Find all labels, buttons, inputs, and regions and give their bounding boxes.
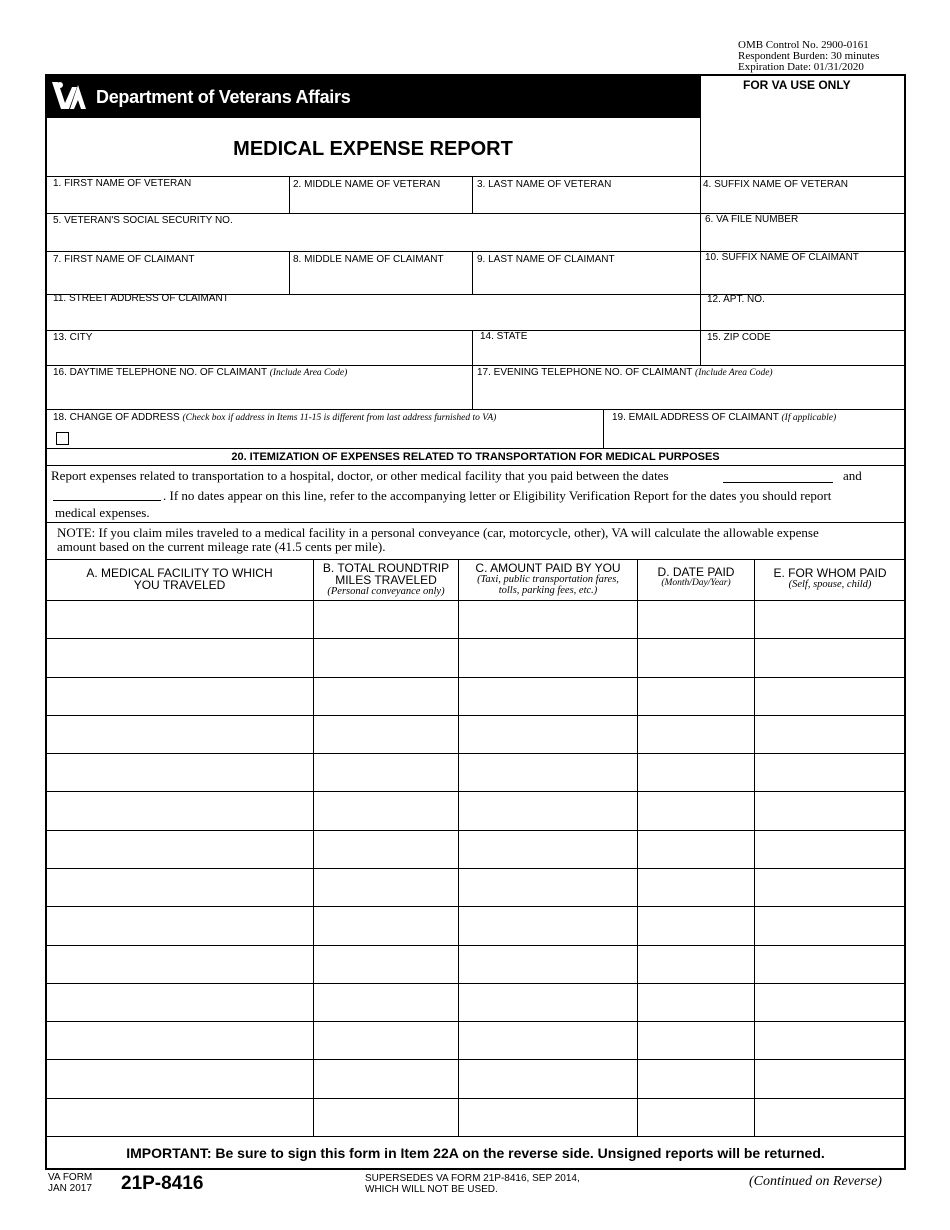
medical-facility-cell[interactable] <box>47 946 312 982</box>
date-paid-cell[interactable] <box>638 639 753 675</box>
medical-facility-cell[interactable] <box>47 869 312 905</box>
footer-form-id: VA FORM JAN 2017 <box>48 1172 93 1194</box>
amount-paid-cell[interactable] <box>459 907 636 943</box>
amount-paid-cell[interactable] <box>459 639 636 675</box>
field-10-suffix-claimant: 10. SUFFIX NAME OF CLAIMANT <box>705 252 859 263</box>
for-whom-paid-cell[interactable] <box>755 831 904 867</box>
medical-facility-cell[interactable] <box>47 1099 312 1135</box>
amount-paid-cell[interactable] <box>459 716 636 752</box>
medical-facility-cell[interactable] <box>47 907 312 943</box>
date-paid-cell[interactable] <box>638 831 753 867</box>
supersedes-notice: SUPERSEDES VA FORM 21P-8416, SEP 2014, WHICH WILL NOT BE USED. <box>365 1173 580 1195</box>
agency-header-bar <box>46 75 700 118</box>
input-first-name-veteran[interactable] <box>50 192 286 212</box>
field-15-zip-code: 15. ZIP CODE <box>707 332 771 343</box>
field-18-change-of-address: 18. CHANGE OF ADDRESS (Check box if address in Items 11-15 is different from last address furnished to VA) <box>53 412 497 423</box>
roundtrip-miles-cell[interactable] <box>314 946 457 982</box>
for-whom-paid-cell[interactable] <box>755 1099 904 1135</box>
roundtrip-miles-cell[interactable] <box>314 1022 457 1058</box>
date-paid-cell[interactable] <box>638 1060 753 1096</box>
field-2-middle-name-veteran: 2. MIDDLE NAME OF VETERAN <box>293 179 441 190</box>
roundtrip-miles-cell[interactable] <box>314 716 457 752</box>
roundtrip-miles-cell[interactable] <box>314 869 457 905</box>
column-e-header: E. FOR WHOM PAID (Self, spouse, child) <box>773 566 887 590</box>
field-5-ssn: 5. VETERAN'S SOCIAL SECURITY NO. <box>53 215 233 226</box>
input-city[interactable] <box>50 345 470 363</box>
form-number: 21P-8416 <box>121 1173 204 1194</box>
input-middle-name-claimant[interactable] <box>292 268 470 292</box>
field-19-email: 19. EMAIL ADDRESS OF CLAIMANT (If applicable) <box>612 412 837 423</box>
field-8-middle-name-claimant: 8. MIDDLE NAME OF CLAIMANT <box>293 254 444 265</box>
input-first-name-claimant[interactable] <box>50 268 286 292</box>
medical-facility-cell[interactable] <box>47 984 312 1020</box>
amount-paid-cell[interactable] <box>459 869 636 905</box>
for-whom-paid-cell[interactable] <box>755 678 904 714</box>
date-paid-cell[interactable] <box>638 716 753 752</box>
input-last-name-claimant[interactable] <box>475 268 698 292</box>
roundtrip-miles-cell[interactable] <box>314 754 457 790</box>
column-a-header: A. MEDICAL FACILITY TO WHICH YOU TRAVELED <box>86 566 273 592</box>
input-street-address[interactable] <box>50 306 698 328</box>
medical-facility-cell[interactable] <box>47 754 312 790</box>
field-12-apt-no: 12. APT. NO. <box>707 294 765 305</box>
for-whom-paid-cell[interactable] <box>755 639 904 675</box>
amount-paid-cell[interactable] <box>459 831 636 867</box>
column-d-header: D. DATE PAID (Month/Day/Year) <box>657 565 735 588</box>
important-notice: IMPORTANT: Be sure to sign this form in Item 22A on the reverse side. Unsigned reports will be returned. <box>126 1145 825 1161</box>
for-whom-paid-cell[interactable] <box>755 716 904 752</box>
respondent-burden: Respondent Burden: 30 minutes <box>738 50 880 62</box>
input-va-file-number[interactable] <box>703 229 903 249</box>
medical-facility-cell[interactable] <box>47 792 312 828</box>
date-paid-cell[interactable] <box>638 1022 753 1058</box>
date-paid-cell[interactable] <box>638 946 753 982</box>
input-zip-code[interactable] <box>703 345 903 363</box>
field-3-last-name-veteran: 3. LAST NAME OF VETERAN <box>477 179 612 190</box>
amount-paid-cell[interactable] <box>459 946 636 982</box>
field-16-daytime-phone: 16. DAYTIME TELEPHONE NO. OF CLAIMANT (Include Area Code) <box>53 367 348 378</box>
roundtrip-miles-cell[interactable] <box>314 601 457 637</box>
medical-facility-cell[interactable] <box>47 831 312 867</box>
medical-facility-cell[interactable] <box>47 1022 312 1058</box>
date-paid-cell[interactable] <box>638 869 753 905</box>
date-paid-cell[interactable] <box>638 678 753 714</box>
medical-facility-cell[interactable] <box>47 639 312 675</box>
input-email[interactable] <box>606 426 903 446</box>
date-paid-cell[interactable] <box>638 907 753 943</box>
medical-facility-cell[interactable] <box>47 601 312 637</box>
amount-paid-cell[interactable] <box>459 1099 636 1135</box>
amount-paid-cell[interactable] <box>459 792 636 828</box>
change-of-address-checkbox[interactable] <box>56 432 69 445</box>
section-20-title: 20. ITEMIZATION OF EXPENSES RELATED TO TRANSPORTATION FOR MEDICAL PURPOSES <box>231 451 720 463</box>
amount-paid-cell[interactable] <box>459 1060 636 1096</box>
amount-paid-cell[interactable] <box>459 984 636 1020</box>
medical-facility-cell[interactable] <box>47 716 312 752</box>
input-ssn[interactable] <box>50 229 698 249</box>
continued-on-reverse: (Continued on Reverse) <box>749 1174 882 1189</box>
section-20-intro-line3: medical expenses. <box>55 505 150 520</box>
field-4-suffix-veteran: 4. SUFFIX NAME OF VETERAN <box>703 179 849 190</box>
mileage-note: NOTE: If you claim miles traveled to a medical facility in a personal conveyance (car, motorcycle, other), VA will calculate the allowable expense amount based on the current mileage rate (41.5 cents per mile). <box>57 525 819 554</box>
medical-facility-cell[interactable] <box>47 678 312 714</box>
section-20-and: and <box>843 468 862 483</box>
roundtrip-miles-cell[interactable] <box>314 678 457 714</box>
field-17-evening-phone: 17. EVENING TELEPHONE NO. OF CLAIMANT (Include Area Code) <box>477 367 773 378</box>
input-middle-name-veteran[interactable] <box>292 192 470 212</box>
amount-paid-cell[interactable] <box>459 754 636 790</box>
for-whom-paid-cell[interactable] <box>755 869 904 905</box>
input-daytime-phone[interactable] <box>50 382 470 407</box>
roundtrip-miles-cell[interactable] <box>314 907 457 943</box>
section-20-intro-line1: Report expenses related to transportation to a hospital, doctor, or other medical facility that you paid between the dates <box>51 468 669 483</box>
for-whom-paid-cell[interactable] <box>755 984 904 1020</box>
field-14-state: 14. STATE <box>480 331 528 342</box>
date-paid-cell[interactable] <box>638 792 753 828</box>
field-6-va-file-number: 6. VA FILE NUMBER <box>705 214 799 225</box>
for-whom-paid-cell[interactable] <box>755 754 904 790</box>
roundtrip-miles-cell[interactable] <box>314 831 457 867</box>
for-whom-paid-cell[interactable] <box>755 1060 904 1096</box>
for-whom-paid-cell[interactable] <box>755 792 904 828</box>
va-seal-icon <box>50 79 88 113</box>
roundtrip-miles-cell[interactable] <box>314 792 457 828</box>
medical-facility-cell[interactable] <box>47 1060 312 1096</box>
for-whom-paid-cell[interactable] <box>755 946 904 982</box>
input-state[interactable] <box>475 345 698 363</box>
omb-control-number: OMB Control No. 2900-0161 <box>738 39 869 51</box>
roundtrip-miles-cell[interactable] <box>314 1099 457 1135</box>
va-use-only-label: FOR VA USE ONLY <box>743 78 851 92</box>
roundtrip-miles-cell[interactable] <box>314 984 457 1020</box>
input-suffix-claimant[interactable] <box>703 268 903 292</box>
field-11-street-address: 11. STREET ADDRESS OF CLAIMANT <box>53 293 229 304</box>
amount-paid-cell[interactable] <box>459 601 636 637</box>
omb-info <box>738 40 879 73</box>
expiration-date: Expiration Date: 01/31/2020 <box>738 61 864 73</box>
column-b-header: B. TOTAL ROUNDTRIP MILES TRAVELED (Personal conveyance only) <box>322 561 450 597</box>
date-paid-cell[interactable] <box>638 601 753 637</box>
date-paid-cell[interactable] <box>638 754 753 790</box>
end-date-line[interactable] <box>53 500 161 501</box>
field-9-last-name-claimant: 9. LAST NAME OF CLAIMANT <box>477 254 615 265</box>
input-evening-phone[interactable] <box>475 382 903 407</box>
input-apt-no[interactable] <box>703 308 903 328</box>
date-paid-cell[interactable] <box>638 1099 753 1135</box>
field-13-city: 13. CITY <box>53 332 93 343</box>
roundtrip-miles-cell[interactable] <box>314 639 457 675</box>
amount-paid-cell[interactable] <box>459 678 636 714</box>
form-title: MEDICAL EXPENSE REPORT <box>233 138 513 160</box>
start-date-line[interactable] <box>723 482 833 483</box>
field-1-first-name-veteran: 1. FIRST NAME OF VETERAN <box>53 178 192 189</box>
field-7-first-name-claimant: 7. FIRST NAME OF CLAIMANT <box>53 254 195 265</box>
date-paid-cell[interactable] <box>638 984 753 1020</box>
roundtrip-miles-cell[interactable] <box>314 1060 457 1096</box>
amount-paid-cell[interactable] <box>459 1022 636 1058</box>
for-whom-paid-cell[interactable] <box>755 601 904 637</box>
column-c-header: C. AMOUNT PAID BY YOU (Taxi, public transportation fares, tolls, parking fees, etc.) <box>475 561 621 596</box>
for-whom-paid-cell[interactable] <box>755 1022 904 1058</box>
section-20-intro-line2: . If no dates appear on this line, refer to the accompanying letter or Eligibility Verification Report for the dates you should report <box>163 488 832 503</box>
input-last-name-veteran[interactable] <box>475 192 698 212</box>
for-whom-paid-cell[interactable] <box>755 907 904 943</box>
input-suffix-veteran[interactable] <box>703 192 903 212</box>
agency-name: Department of Veterans Affairs <box>96 87 351 107</box>
